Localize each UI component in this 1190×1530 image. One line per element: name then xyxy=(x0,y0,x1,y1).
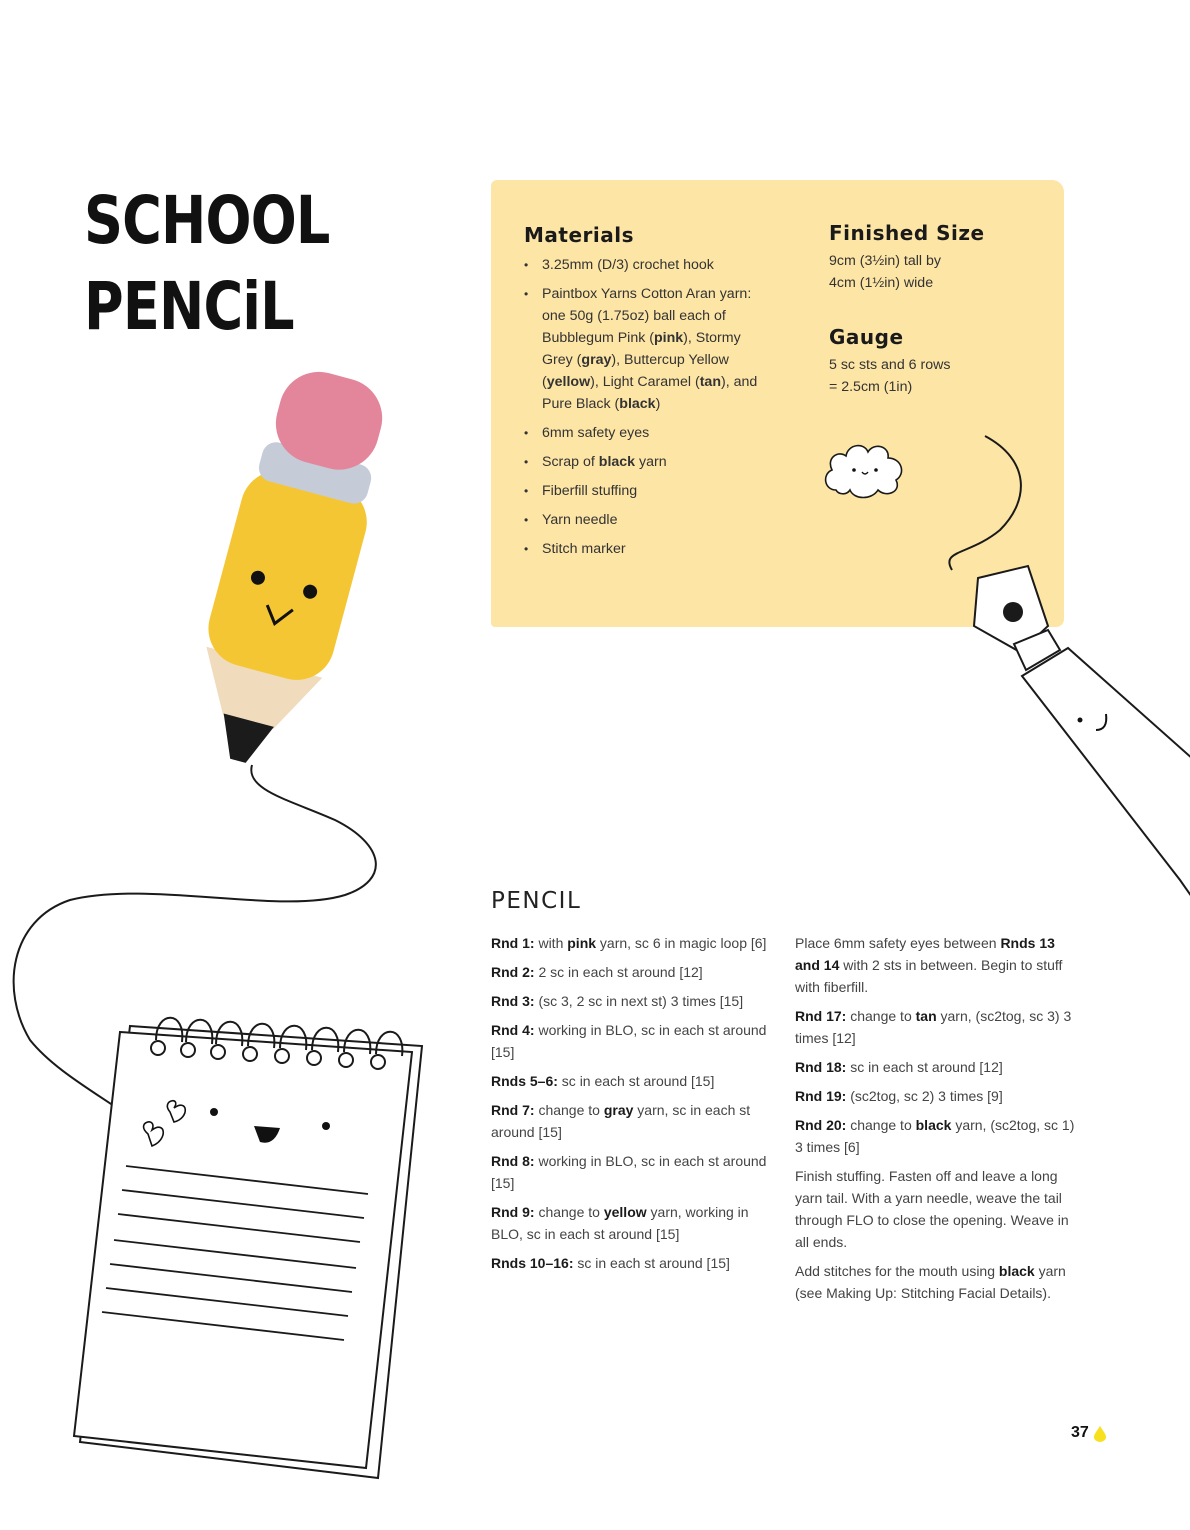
bold-term: Rnd 4: xyxy=(491,1022,535,1038)
pattern-right-column xyxy=(795,932,1075,1311)
finished-size-text xyxy=(829,250,941,294)
text-run: yarn, sc 6 in magic loop [6] xyxy=(596,935,767,951)
bold-term: pink xyxy=(653,330,684,346)
text-run: working in BLO, sc in each st around [15] xyxy=(491,1022,767,1060)
pattern-step xyxy=(491,932,771,954)
materials-item xyxy=(524,538,764,560)
materials-item xyxy=(524,254,764,276)
text-run: ), Buttercup Yellow ( xyxy=(542,352,729,390)
title-line-2: PENCiL xyxy=(84,268,294,345)
bold-term: Rnds 5–6: xyxy=(491,1073,558,1089)
text-run: yarn, sc in each st around [15] xyxy=(491,1102,751,1140)
pattern-left-column xyxy=(491,932,771,1281)
text-run: Paintbox Yarns Cotton Aran yarn: one 50g (1.75oz) ball each of Bubblegum Pink ( xyxy=(542,286,752,346)
text-run: ), Light Caramel ( xyxy=(590,374,700,390)
pattern-step xyxy=(795,1056,1075,1078)
bold-term: Rnd 3: xyxy=(491,993,535,1009)
text-run: with xyxy=(534,935,568,951)
materials-heading: Materials xyxy=(524,223,634,247)
pattern-step xyxy=(795,1114,1075,1158)
fountain-pen-doodle xyxy=(930,430,1190,900)
gauge-text xyxy=(829,354,950,398)
title-line-1: SCHOOL xyxy=(84,182,330,259)
bold-term: gray xyxy=(603,1102,634,1118)
gauge-line-1: 5 sc sts and 6 rows xyxy=(829,357,951,373)
bold-term: Rnd 17: xyxy=(795,1008,847,1024)
pattern-step xyxy=(795,1085,1075,1107)
text-run: 3.25mm (D/3) crochet hook xyxy=(542,257,714,273)
text-run: (sc2tog, sc 2) 3 times [9] xyxy=(846,1088,1003,1104)
text-run: working in BLO, sc in each st around [15] xyxy=(491,1153,767,1191)
pencil-section-title: PENCIL xyxy=(491,888,582,914)
materials-item xyxy=(524,283,764,415)
text-run: ) xyxy=(655,396,661,412)
bold-term: Rnd 9: xyxy=(491,1204,535,1220)
text-run: Fiberfill stuffing xyxy=(542,483,638,499)
bold-term: black xyxy=(598,454,636,470)
materials-item xyxy=(524,509,764,531)
cloud-doodle-icon xyxy=(820,434,910,504)
pattern-step xyxy=(795,1165,1075,1253)
materials-item xyxy=(524,422,764,444)
gauge-line-2: = 2.5cm (1in) xyxy=(829,379,913,395)
page-number: 37 xyxy=(1071,1424,1089,1441)
text-run: Scrap of xyxy=(542,454,599,470)
text-run: Place 6mm safety eyes between xyxy=(795,935,1001,951)
text-run: change to xyxy=(534,1102,604,1118)
pattern-step xyxy=(491,1150,771,1194)
text-run: yarn (see Making Up: Stitching Facial Details). xyxy=(795,1263,1066,1301)
bold-term: Rnds 13 and 14 xyxy=(795,935,1055,973)
text-run: sc in each st around [15] xyxy=(557,1073,715,1089)
text-run: 6mm safety eyes xyxy=(542,425,650,441)
bold-term: gray xyxy=(581,352,612,368)
text-run: yarn, (sc2tog, sc 1) 3 times [6] xyxy=(795,1117,1075,1155)
text-run: change to xyxy=(846,1008,916,1024)
pattern-step xyxy=(491,1070,771,1092)
bold-term: tan xyxy=(699,374,721,390)
materials-list xyxy=(524,254,764,567)
bold-term: yellow xyxy=(546,374,591,390)
bold-term: Rnd 7: xyxy=(491,1102,535,1118)
text-run: Stitch marker xyxy=(542,541,626,557)
pattern-step xyxy=(491,961,771,983)
text-run: Finish stuffing. Fasten off and leave a long yarn tail. With a yarn needle, weave the tail through FLO to close the opening. Weave in all ends. xyxy=(795,1168,1069,1250)
materials-item xyxy=(524,480,764,502)
text-run: Yarn needle xyxy=(542,512,618,528)
bold-term: yellow xyxy=(603,1204,647,1220)
text-run: change to xyxy=(534,1204,604,1220)
pattern-step xyxy=(491,990,771,1012)
yellow-drop-icon xyxy=(1094,1426,1106,1442)
bold-term: Rnd 20: xyxy=(795,1117,847,1133)
materials-item xyxy=(524,451,764,473)
text-run: yarn, (sc2tog, sc 3) 3 times [12] xyxy=(795,1008,1072,1046)
text-run: sc in each st around [12] xyxy=(846,1059,1003,1075)
bold-term: black xyxy=(998,1263,1035,1279)
bold-term: Rnd 1: xyxy=(491,935,535,951)
bold-term: pink xyxy=(567,935,597,951)
text-run: ), and Pure Black ( xyxy=(542,374,758,412)
pattern-step xyxy=(491,1201,771,1245)
text-run: 2 sc in each st around [12] xyxy=(534,964,703,980)
bold-term: Rnd 19: xyxy=(795,1088,847,1104)
gauge-heading: Gauge xyxy=(829,325,904,349)
pattern-step xyxy=(795,932,1075,998)
finished-size-line-1: 9cm (3½in) tall by xyxy=(829,253,941,269)
text-run: with 2 sts in between. Begin to stuff with fiberfill. xyxy=(795,957,1063,995)
pattern-step xyxy=(491,1019,771,1063)
bold-term: black xyxy=(915,1117,952,1133)
bold-term: Rnds 10–16: xyxy=(491,1255,574,1271)
finished-size-line-2: 4cm (1½in) wide xyxy=(829,275,934,291)
bold-term: Rnd 18: xyxy=(795,1059,847,1075)
text-run: Add stitches for the mouth using xyxy=(795,1263,999,1279)
text-run: sc in each st around [15] xyxy=(573,1255,730,1271)
finished-size-heading: Finished Size xyxy=(829,221,985,245)
notebook-doodle xyxy=(60,990,440,1490)
text-run: change to xyxy=(846,1117,916,1133)
text-run: yarn xyxy=(635,454,667,470)
pattern-step xyxy=(795,1260,1075,1304)
bold-term: Rnd 8: xyxy=(491,1153,535,1169)
text-run: yarn, working in BLO, sc in each st around [15] xyxy=(491,1204,749,1242)
pattern-step xyxy=(491,1252,771,1274)
text-run: (sc 3, 2 sc in next st) 3 times [15] xyxy=(534,993,744,1009)
bold-term: tan xyxy=(915,1008,937,1024)
pattern-step xyxy=(491,1099,771,1143)
text-run: ), Stormy Grey ( xyxy=(542,330,741,368)
bold-term: black xyxy=(619,396,656,412)
pattern-step xyxy=(795,1005,1075,1049)
bold-term: Rnd 2: xyxy=(491,964,535,980)
